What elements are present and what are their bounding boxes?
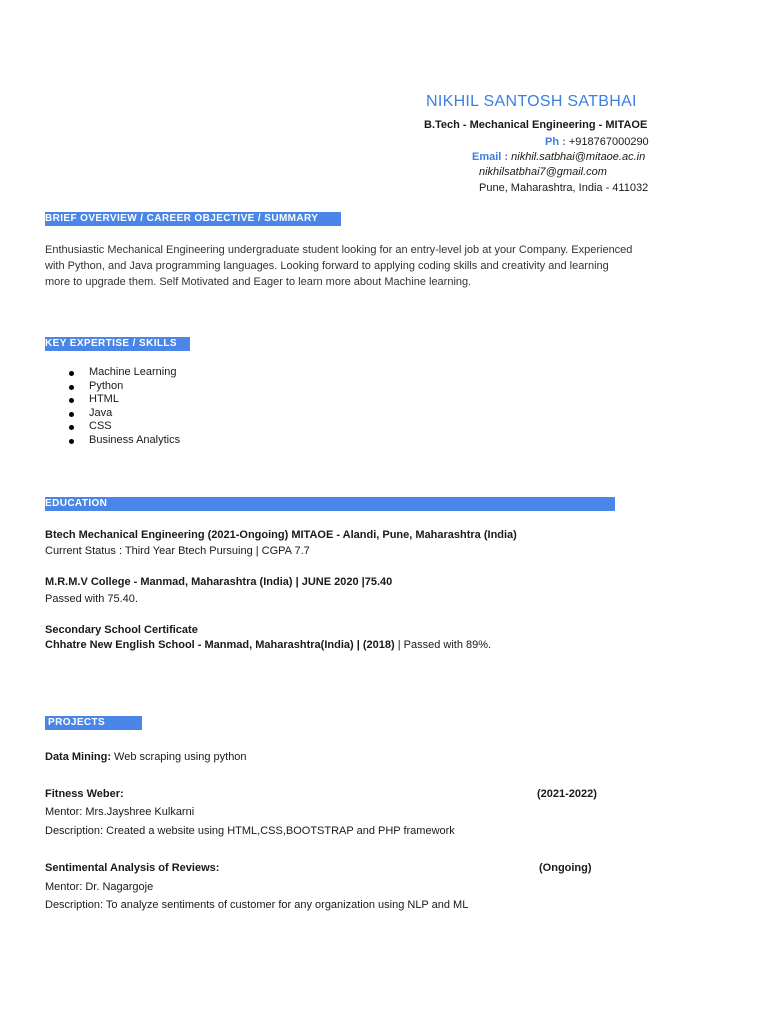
- college-title: M.R.M.V College - Manmad, Maharashtra (India) | JUNE 2020 |75.40: [45, 576, 393, 588]
- list-item: CSS: [45, 420, 180, 434]
- ssc-school: Chhatre New English School - Manmad, Maharashtra(India) | (2018): [45, 639, 395, 651]
- email-secondary[interactable]: nikhilsatbhai7@gmail.com: [479, 166, 607, 178]
- overview-paragraph: [45, 242, 655, 290]
- list-item: Python: [45, 380, 180, 394]
- address: Pune, Maharashtra, India - 411032: [479, 182, 649, 194]
- email-label: Email :: [472, 151, 509, 163]
- list-item: Business Analytics: [45, 434, 180, 448]
- project-title: Data Mining:: [45, 751, 111, 763]
- phone-label: Ph :: [545, 136, 566, 148]
- list-item: HTML: [45, 393, 180, 407]
- project-description: Web scraping using python: [111, 751, 247, 763]
- project-mentor: Mentor: Mrs.Jayshree Kulkarni: [45, 806, 195, 818]
- ssc-result: | Passed with 89%.: [394, 639, 492, 651]
- ssc-line: [45, 639, 491, 651]
- overview-line: Enthusiastic Mechanical Engineering undergraduate student looking for an entry-level job at your Company. Experienced: [45, 244, 633, 256]
- education-heading: EDUCATION: [45, 497, 615, 511]
- project-date: (2021-2022): [537, 788, 597, 800]
- skills-heading: KEY EXPERTISE / SKILLS: [45, 337, 190, 351]
- project-description: Description: To analyze sentiments of customer for any organization using NLP and ML: [45, 899, 469, 911]
- list-item: Java: [45, 407, 180, 421]
- project-mentor: Mentor: Dr. Nagargoje: [45, 881, 154, 893]
- project-title: Fitness Weber:: [45, 788, 124, 800]
- btech-status: Current Status : Third Year Btech Pursuing | CGPA 7.7: [45, 545, 310, 557]
- candidate-name: NIKHIL SANTOSH SATBHAI: [426, 93, 637, 110]
- phone-line: [545, 136, 649, 148]
- project-data-mining: [45, 751, 247, 763]
- email-line: [472, 151, 645, 163]
- project-date: (Ongoing): [539, 862, 592, 874]
- skills-list: [45, 366, 180, 448]
- ssc-title: Secondary School Certificate: [45, 624, 198, 636]
- project-description: Description: Created a website using HTML,CSS,BOOTSTRAP and PHP framework: [45, 825, 455, 837]
- list-item: Machine Learning: [45, 366, 180, 380]
- phone-number[interactable]: +918767000290: [568, 136, 649, 148]
- projects-heading: PROJECTS: [45, 716, 142, 730]
- college-status: Passed with 75.40.: [45, 593, 138, 605]
- email-primary[interactable]: nikhil.satbhai@mitaoe.ac.in: [511, 151, 646, 163]
- overview-line: more to upgrade them. Self Motivated and Eager to learn more about Machine learning.: [45, 276, 472, 288]
- overview-line: with Python, and Java programming languages. Looking forward to applying coding skills and creativity and learning: [45, 260, 609, 272]
- degree-line: B.Tech - Mechanical Engineering - MITAOE: [424, 119, 648, 131]
- overview-heading: BRIEF OVERVIEW / CAREER OBJECTIVE / SUMMARY: [45, 212, 341, 226]
- btech-title: Btech Mechanical Engineering (2021-Ongoing) MITAOE - Alandi, Pune, Maharashtra (India): [45, 529, 517, 541]
- project-title: Sentimental Analysis of Reviews:: [45, 862, 220, 874]
